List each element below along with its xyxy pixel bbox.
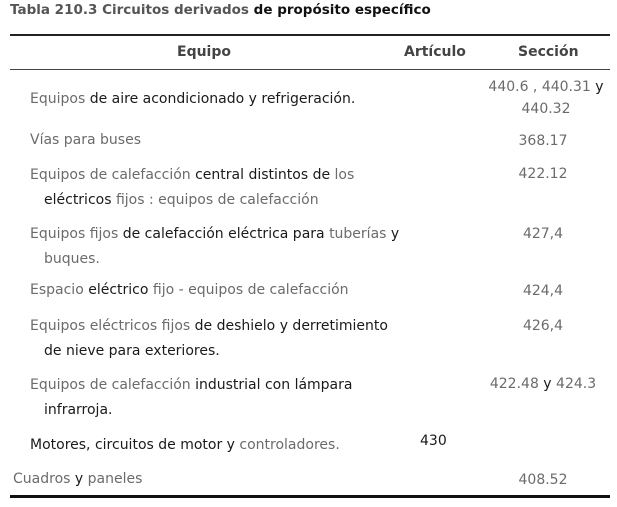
equipo-line-1 — [30, 163, 354, 188]
text-segment: y — [595, 79, 604, 95]
equipo-line-2 — [30, 188, 354, 213]
equipo-line-2 — [30, 247, 399, 272]
equipo-cell — [13, 467, 142, 492]
seccion-cell — [476, 130, 610, 152]
text-segment: eléctricos — [44, 192, 116, 208]
caption-table-number: Tabla 210.3 Circuitos derivados — [10, 2, 249, 18]
text-segment: Vías para buses — [30, 132, 142, 148]
text-segment: 422.12 — [518, 166, 568, 182]
text-segment: 426,4 — [522, 318, 564, 334]
text-segment: Equipos de calefacción — [30, 167, 196, 183]
text-segment: y — [74, 471, 84, 487]
equipo-line-1 — [30, 128, 141, 153]
text-segment: Equipos fijos — [30, 226, 123, 242]
seccion-cell — [476, 163, 610, 185]
text-segment: 424.3 — [551, 376, 597, 392]
text-segment: de aire acondicionado y refrigeración. — [89, 91, 356, 107]
text-segment: tuberías — [329, 226, 387, 242]
equipo-line-2 — [30, 339, 388, 364]
seccion-cell — [476, 469, 610, 491]
text-segment: de deshielo y derretimiento — [194, 318, 388, 334]
equipo-line-2 — [30, 398, 352, 423]
articulo-cell: 430 — [420, 433, 447, 449]
header-rule — [10, 69, 610, 70]
seccion-cell — [486, 76, 606, 120]
text-segment: de nieve para exteriores. — [44, 343, 220, 359]
text-segment: Espacio — [30, 282, 89, 298]
text-segment: y — [543, 376, 552, 392]
seccion-cell — [476, 315, 610, 337]
equipo-line-1 — [13, 467, 142, 492]
equipo-cell — [30, 87, 355, 112]
text-segment: controladores. — [239, 437, 340, 453]
text-segment: 440.6 , 440.31 — [488, 79, 596, 95]
table-top-rule — [10, 34, 610, 36]
equipo-cell — [30, 433, 340, 458]
header-equipo: Equipo — [177, 44, 231, 60]
text-segment: Cuadros — [13, 471, 75, 487]
text-segment: de calefacción eléctrica para — [122, 226, 330, 242]
table-caption — [10, 2, 431, 18]
equipo-cell — [30, 222, 399, 272]
text-segment: fijo - equipos de calefacción — [152, 282, 349, 298]
text-segment: Equipos de calefacción — [30, 377, 196, 393]
equipo-cell — [30, 278, 349, 303]
equipo-line-1 — [30, 314, 388, 339]
text-segment: 408.52 — [518, 472, 568, 488]
equipo-line-1 — [30, 373, 352, 398]
text-segment: Equipos — [30, 91, 90, 107]
equipo-line-1 — [30, 222, 399, 247]
text-segment: Motores, circuitos de motor y — [30, 437, 240, 453]
text-segment: los — [334, 167, 355, 183]
header-articulo: Artículo — [404, 44, 466, 60]
text-segment: fijos : equipos de calefacción — [115, 192, 319, 208]
text-segment: 368.17 — [518, 133, 568, 149]
text-segment: paneles — [83, 471, 143, 487]
equipo-cell — [30, 128, 141, 153]
text-segment: 424,4 — [522, 283, 564, 299]
equipo-cell — [30, 163, 354, 213]
equipo-line-1 — [30, 278, 349, 303]
text-segment: y — [386, 226, 400, 242]
seccion-cell — [476, 280, 610, 302]
text-segment: 422.48 — [489, 376, 544, 392]
equipo-cell — [30, 314, 388, 364]
equipo-cell — [30, 373, 352, 423]
text-segment: buques. — [44, 251, 100, 267]
table-bottom-rule — [10, 495, 610, 498]
header-seccion: Sección — [518, 44, 579, 60]
seccion-cell — [476, 223, 610, 245]
text-segment: 427,4 — [522, 226, 564, 242]
equipo-line-1 — [30, 87, 355, 112]
text-segment: industrial con lámpara — [195, 377, 353, 393]
equipo-line-1 — [30, 433, 340, 458]
text-segment: central distintos de — [195, 167, 335, 183]
seccion-cell — [476, 373, 610, 395]
caption-table-subject: de propósito específico — [253, 2, 431, 18]
text-segment: infrarroja. — [44, 402, 113, 418]
text-segment: eléctrico — [88, 282, 153, 298]
text-segment: 440.32 — [521, 101, 571, 117]
text-segment: Equipos eléctricos fijos — [30, 318, 195, 334]
